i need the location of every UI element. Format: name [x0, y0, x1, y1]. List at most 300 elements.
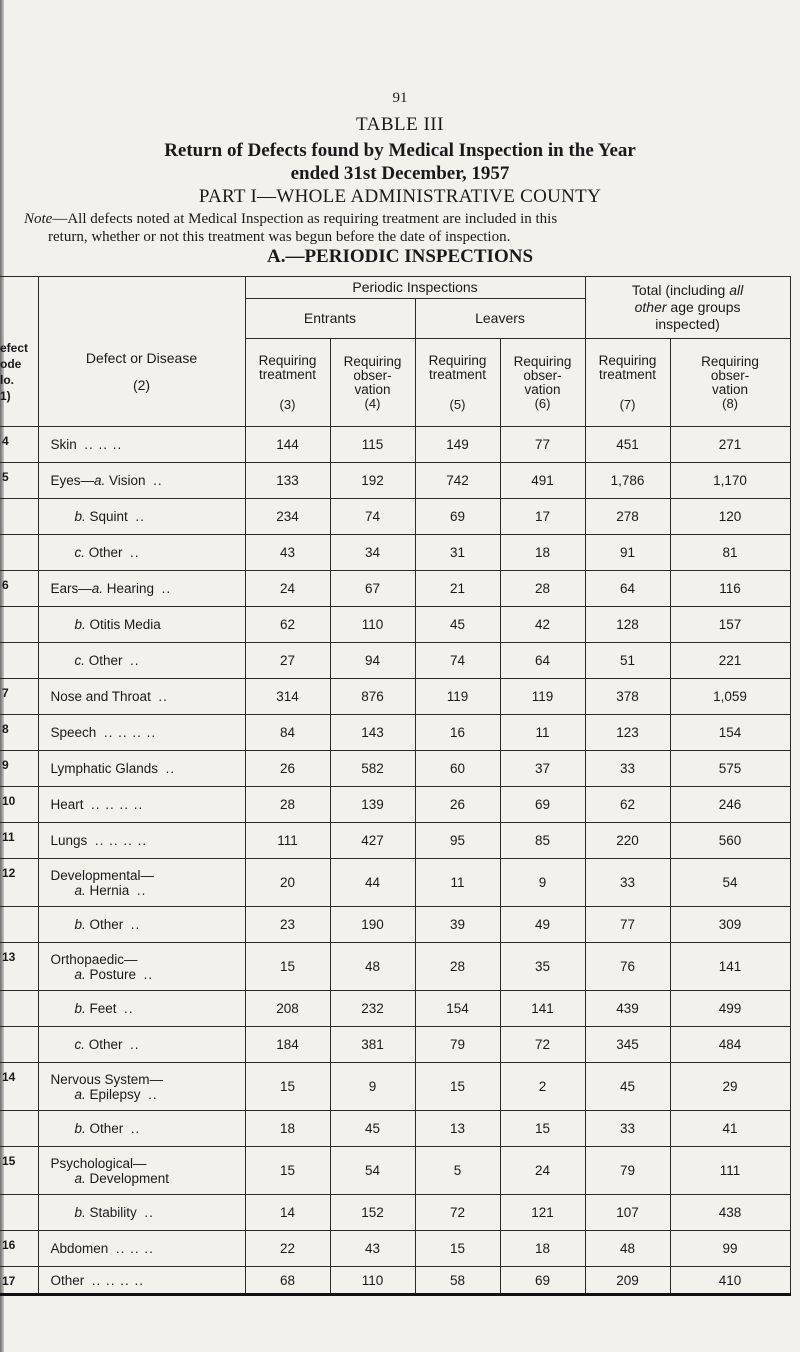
title-line-2: ended 31st December, 1957	[290, 163, 510, 184]
header-col-3	[245, 339, 330, 427]
cell-col-3: 15	[245, 1147, 330, 1195]
cell-col-8: 560	[670, 823, 790, 859]
cell-col-7: 33	[585, 751, 670, 787]
cell-col-6: 491	[500, 463, 585, 499]
row-defect	[38, 607, 245, 643]
defect-subitem	[51, 1121, 245, 1136]
defect-letter: c.	[74, 1037, 86, 1052]
cell-col-5: 15	[415, 1231, 500, 1267]
header-col-5-l1: Requiring	[428, 352, 487, 368]
header-total-part-5: inspected)	[655, 316, 720, 332]
cell-col-7: 278	[585, 499, 670, 535]
defect-subitem	[51, 917, 245, 932]
defect-letter: a.	[74, 966, 86, 982]
cell-col-3: 314	[245, 679, 330, 715]
row-code	[0, 1027, 38, 1063]
header-col-5	[415, 339, 500, 427]
cell-col-5: 69	[415, 499, 500, 535]
header-col-4-l3: vation	[354, 381, 391, 397]
cell-col-6: 17	[500, 499, 585, 535]
cell-col-8: 81	[670, 535, 790, 571]
defect-subitem-label: Otitis Media	[85, 617, 161, 632]
header-code-col	[0, 277, 38, 427]
cell-col-4: 94	[330, 643, 415, 679]
defect-subitem	[51, 653, 245, 668]
defect-subitem-label: Other	[85, 545, 123, 560]
header-total-part-1: Total (including	[631, 282, 730, 298]
defect-label: Psychological—	[50, 1155, 147, 1171]
defects-table-wrapper	[0, 276, 790, 1296]
defect-label: Developmental—	[50, 867, 155, 883]
cell-col-4: 110	[330, 1267, 415, 1295]
cell-col-7: 1,786	[585, 463, 670, 499]
defect-label: Nose and Throat	[50, 689, 151, 704]
note	[24, 210, 794, 246]
header-col-8	[670, 339, 790, 427]
cell-col-4: 139	[330, 787, 415, 823]
cell-col-7: 451	[585, 427, 670, 463]
row-code: 9	[0, 751, 38, 787]
cell-col-3: 23	[245, 907, 330, 943]
defect-subitem-label: Other	[85, 917, 124, 932]
note-line-1	[24, 210, 794, 228]
table-row	[0, 1063, 790, 1111]
defect-letter: b.	[74, 1001, 86, 1016]
row-code: 5	[0, 463, 38, 499]
cell-col-6: 35	[500, 943, 585, 991]
cell-col-7: 220	[585, 823, 670, 859]
row-code: 15	[0, 1147, 38, 1195]
cell-col-4: 48	[330, 943, 415, 991]
defect-leader-dots: ..	[143, 966, 154, 982]
cell-col-6: 121	[500, 1195, 585, 1231]
header-total	[585, 277, 790, 339]
header-col-8-l3: vation	[712, 381, 749, 397]
header-code-line-1: efect	[0, 340, 29, 355]
cell-col-5: 5	[415, 1147, 500, 1195]
cell-col-7: 33	[585, 859, 670, 907]
cell-col-8: 54	[670, 859, 790, 907]
header-total-part-4: age groups	[666, 299, 741, 315]
cell-col-4: 232	[330, 991, 415, 1027]
defect-label: Skin	[50, 437, 77, 452]
defect-leader-dots: ..	[153, 473, 163, 488]
defects-table	[0, 276, 791, 1296]
row-code	[0, 643, 38, 679]
row-defect	[38, 571, 245, 607]
defect-subitem	[51, 1037, 245, 1052]
defect-leader-dots: ..	[130, 653, 140, 668]
row-code	[0, 499, 38, 535]
table-row	[0, 1195, 790, 1231]
cell-col-5: 13	[415, 1111, 500, 1147]
header-code-line-3: lo.	[0, 372, 14, 387]
defect-subitem	[51, 1001, 245, 1016]
cell-col-8: 116	[670, 571, 790, 607]
defect-letter: c.	[74, 653, 86, 668]
header-col-7-l2: treatment	[599, 366, 657, 382]
cell-col-5: 39	[415, 907, 500, 943]
cell-col-3: 27	[245, 643, 330, 679]
row-defect	[38, 1111, 245, 1147]
header-col-6-l1: Requiring	[513, 353, 572, 369]
cell-col-6: 15	[500, 1111, 585, 1147]
defect-subitem-label: Development	[85, 1170, 170, 1186]
row-defect	[38, 499, 245, 535]
cell-col-5: 21	[415, 571, 500, 607]
row-code: 8	[0, 715, 38, 751]
cell-col-5: 60	[415, 751, 500, 787]
cell-col-7: 439	[585, 991, 670, 1027]
defect-leader-dots: ..	[130, 1121, 141, 1136]
cell-col-8: 99	[670, 1231, 790, 1267]
defect-subitem-label: Hearing	[103, 581, 155, 596]
row-code: 14	[0, 1063, 38, 1111]
cell-col-8: 141	[670, 943, 790, 991]
row-code: 16	[0, 1231, 38, 1267]
header-defect-label: Defect or Disease	[85, 349, 198, 366]
cell-col-5: 149	[415, 427, 500, 463]
defect-leader-dots: .. .. .. ..	[94, 833, 148, 848]
cell-col-3: 84	[245, 715, 330, 751]
defect-leader-dots: ..	[130, 545, 140, 560]
cell-col-7: 128	[585, 607, 670, 643]
table-row	[0, 607, 790, 643]
defect-letter: a.	[74, 1086, 86, 1102]
cell-col-4: 427	[330, 823, 415, 859]
cell-col-8: 157	[670, 607, 790, 643]
defect-label: Abdomen	[50, 1241, 109, 1256]
cell-col-6: 11	[500, 715, 585, 751]
row-code	[0, 607, 38, 643]
cell-col-5: 28	[415, 943, 500, 991]
table-row	[0, 499, 790, 535]
defect-subitem	[51, 1171, 245, 1186]
cell-col-8: 575	[670, 751, 790, 787]
row-defect	[38, 427, 245, 463]
row-defect	[38, 643, 245, 679]
section-title: A.—PERIODIC INSPECTIONS	[266, 246, 534, 267]
header-col-8-no: (8)	[722, 395, 738, 411]
header-col-5-l2: treatment	[428, 366, 487, 382]
cell-col-6: 85	[500, 823, 585, 859]
defect-leader-dots: ..	[165, 761, 176, 776]
note-text-1: —All defects noted at Medical Inspection as requiring treatment are included in this	[52, 211, 558, 227]
cell-col-6: 18	[500, 1231, 585, 1267]
cell-col-7: 91	[585, 535, 670, 571]
table-row	[0, 751, 790, 787]
cell-col-5: 95	[415, 823, 500, 859]
header-col-6	[500, 339, 585, 427]
cell-col-7: 345	[585, 1027, 670, 1063]
table-row	[0, 1267, 790, 1295]
header-col-4-no: (4)	[364, 395, 381, 411]
cell-col-8: 120	[670, 499, 790, 535]
defect-leader-dots: ..	[135, 509, 145, 524]
defect-label: Speech	[50, 725, 97, 740]
cell-col-6: 141	[500, 991, 585, 1027]
cell-col-3: 22	[245, 1231, 330, 1267]
header-col-6-l2: obser-	[523, 367, 562, 383]
defect-leader-dots: ..	[130, 917, 141, 932]
cell-col-4: 9	[330, 1063, 415, 1111]
row-code: 6	[0, 571, 38, 607]
cell-col-3: 184	[245, 1027, 330, 1063]
table-title: TABLE III	[356, 114, 444, 135]
table-row	[0, 1147, 790, 1195]
defect-letter: b.	[74, 917, 86, 932]
defect-leader-dots: ..	[124, 1001, 134, 1016]
header-entrants: Entrants	[245, 299, 415, 339]
row-code: 12	[0, 859, 38, 907]
defect-heading	[51, 868, 245, 883]
cell-col-8: 29	[670, 1063, 790, 1111]
row-code	[0, 1111, 38, 1147]
row-code: 11	[0, 823, 38, 859]
defect-label: Other	[50, 1272, 85, 1288]
cell-col-4: 74	[330, 499, 415, 535]
table-row	[0, 715, 790, 751]
cell-col-3: 208	[245, 991, 330, 1027]
header-col-6-no: (6)	[534, 395, 551, 411]
defect-subitem-label: Stability	[85, 1205, 137, 1220]
cell-col-8: 1,059	[670, 679, 790, 715]
defect-subitem	[51, 1087, 245, 1102]
row-code	[0, 991, 38, 1027]
cell-col-7: 51	[585, 643, 670, 679]
cell-col-4: 43	[330, 1231, 415, 1267]
cell-col-8: 246	[670, 787, 790, 823]
cell-col-3: 133	[245, 463, 330, 499]
cell-col-8: 41	[670, 1111, 790, 1147]
cell-col-4: 143	[330, 715, 415, 751]
defect-leader-dots: .. .. .. ..	[91, 1272, 145, 1288]
row-code	[0, 535, 38, 571]
defect-letter: c.	[74, 545, 86, 560]
header-col-4	[330, 339, 415, 427]
header-col-3-no: (3)	[279, 396, 296, 412]
cell-col-3: 15	[245, 1063, 330, 1111]
cell-col-7: 45	[585, 1063, 670, 1111]
cell-col-3: 234	[245, 499, 330, 535]
header-col-7-l1: Requiring	[598, 352, 657, 368]
cell-col-4: 34	[330, 535, 415, 571]
cell-col-3: 20	[245, 859, 330, 907]
row-defect	[38, 1063, 245, 1111]
title-line-1: Return of Defects found by Medical Inspection in the Year	[164, 140, 636, 161]
row-code	[0, 907, 38, 943]
header-col-8-l1: Requiring	[701, 353, 759, 369]
defect-heading	[51, 952, 245, 967]
defect-leader-dots: ..	[158, 689, 168, 704]
header-total-part-3: other	[634, 299, 667, 315]
cell-col-6: 9	[500, 859, 585, 907]
cell-col-6: 24	[500, 1147, 585, 1195]
defect-subitem-label: Other	[85, 653, 123, 668]
cell-col-5: 16	[415, 715, 500, 751]
header-code-text	[0, 300, 38, 404]
cell-col-6: 69	[500, 787, 585, 823]
cell-col-8: 271	[670, 427, 790, 463]
cell-col-7: 79	[585, 1147, 670, 1195]
page-number: 91	[392, 90, 408, 106]
cell-col-8: 221	[670, 643, 790, 679]
defect-letter: b.	[74, 509, 86, 524]
row-code: 17	[0, 1267, 38, 1295]
header-total-part-2: all	[729, 282, 744, 298]
cell-col-7: 378	[585, 679, 670, 715]
cell-col-5: 26	[415, 787, 500, 823]
defect-subitem	[51, 967, 245, 982]
cell-col-6: 119	[500, 679, 585, 715]
cell-col-7: 64	[585, 571, 670, 607]
header-code-line-4: 1)	[0, 388, 11, 403]
row-code: 13	[0, 943, 38, 991]
header-col-7-no: (7)	[619, 396, 636, 412]
table-row	[0, 643, 790, 679]
cell-col-7: 48	[585, 1231, 670, 1267]
defect-subitem-label: Feet	[85, 1001, 117, 1016]
defect-letter: a.	[74, 882, 86, 898]
header-col-4-l2: obser-	[353, 367, 392, 383]
defect-letter: b.	[74, 1205, 86, 1220]
table-row	[0, 463, 790, 499]
defect-label: Eyes—	[50, 473, 95, 488]
cell-col-6: 28	[500, 571, 585, 607]
table-row	[0, 1111, 790, 1147]
cell-col-8: 499	[670, 991, 790, 1027]
defect-subitem	[51, 509, 245, 524]
cell-col-4: 67	[330, 571, 415, 607]
cell-col-8: 438	[670, 1195, 790, 1231]
cell-col-4: 44	[330, 859, 415, 907]
cell-col-7: 62	[585, 787, 670, 823]
table-row	[0, 571, 790, 607]
defect-subitem-label: Other	[85, 1037, 123, 1052]
row-defect	[38, 991, 245, 1027]
cell-col-3: 62	[245, 607, 330, 643]
header-leavers: Leavers	[415, 299, 585, 339]
table-row	[0, 859, 790, 907]
cell-col-8: 154	[670, 715, 790, 751]
header-col-7	[585, 339, 670, 427]
row-defect	[38, 1267, 245, 1295]
defect-letter: a.	[94, 473, 106, 488]
cell-col-5: 72	[415, 1195, 500, 1231]
table-row	[0, 1027, 790, 1063]
cell-col-3: 68	[245, 1267, 330, 1295]
cell-col-4: 876	[330, 679, 415, 715]
defect-leader-dots: .. .. ..	[84, 437, 123, 452]
defect-subitem	[51, 617, 245, 632]
table-row	[0, 535, 790, 571]
defect-label: Lymphatic Glands	[50, 761, 159, 776]
cell-col-5: 58	[415, 1267, 500, 1295]
cell-col-6: 18	[500, 535, 585, 571]
defect-leader-dots: ..	[136, 882, 147, 898]
defect-label: Ears—	[50, 581, 92, 596]
defect-subitem-label: Hernia	[85, 882, 130, 898]
header-col-3-l2: treatment	[258, 366, 317, 382]
cell-col-6: 42	[500, 607, 585, 643]
cell-col-8: 484	[670, 1027, 790, 1063]
defect-label: Orthopaedic—	[50, 951, 138, 967]
cell-col-3: 14	[245, 1195, 330, 1231]
cell-col-7: 76	[585, 943, 670, 991]
defect-subitem-label: Posture	[85, 966, 137, 982]
defect-letter: b.	[74, 1121, 86, 1136]
cell-col-8: 309	[670, 907, 790, 943]
row-defect	[38, 751, 245, 787]
cell-col-5: 11	[415, 859, 500, 907]
cell-col-6: 49	[500, 907, 585, 943]
row-defect	[38, 1195, 245, 1231]
row-defect	[38, 1231, 245, 1267]
defect-leader-dots: ..	[144, 1205, 154, 1220]
cell-col-4: 45	[330, 1111, 415, 1147]
defect-leader-dots: .. .. ..	[115, 1241, 154, 1256]
defect-leader-dots: ..	[130, 1037, 140, 1052]
defect-subitem	[51, 883, 245, 898]
cell-col-6: 37	[500, 751, 585, 787]
row-defect	[38, 907, 245, 943]
row-code: 7	[0, 679, 38, 715]
cell-col-3: 26	[245, 751, 330, 787]
defect-letter: a.	[91, 581, 104, 596]
cell-col-7: 33	[585, 1111, 670, 1147]
defect-label: Nervous System—	[50, 1071, 164, 1087]
header-col-6-l3: vation	[524, 381, 561, 397]
cell-col-5: 742	[415, 463, 500, 499]
cell-col-3: 15	[245, 943, 330, 991]
cell-col-7: 123	[585, 715, 670, 751]
row-defect	[38, 535, 245, 571]
cell-col-8: 1,170	[670, 463, 790, 499]
table-row	[0, 1231, 790, 1267]
defect-subitem-label: Other	[85, 1121, 124, 1136]
table-row	[0, 679, 790, 715]
header-periodic-inspections: Periodic Inspections	[245, 277, 585, 299]
header-col-5-no: (5)	[449, 396, 466, 412]
defects-table-body	[0, 427, 790, 1295]
defect-leader-dots: ..	[148, 1086, 158, 1102]
cell-col-3: 111	[245, 823, 330, 859]
cell-col-6: 64	[500, 643, 585, 679]
table-row	[0, 787, 790, 823]
note-lead: Note	[24, 211, 53, 227]
table-row	[0, 943, 790, 991]
cell-col-3: 43	[245, 535, 330, 571]
note-line-2: return, whether or not this treatment was begun before the date of inspection.	[48, 229, 511, 245]
cell-col-4: 381	[330, 1027, 415, 1063]
cell-col-5: 79	[415, 1027, 500, 1063]
defect-subitem-label: Squint	[85, 509, 128, 524]
cell-col-4: 110	[330, 607, 415, 643]
cell-col-5: 119	[415, 679, 500, 715]
cell-col-5: 31	[415, 535, 500, 571]
defect-label: Lungs	[50, 833, 88, 848]
table-row	[0, 991, 790, 1027]
cell-col-6: 69	[500, 1267, 585, 1295]
cell-col-3: 144	[245, 427, 330, 463]
cell-col-4: 192	[330, 463, 415, 499]
table-row	[0, 823, 790, 859]
cell-col-3: 18	[245, 1111, 330, 1147]
part-title: PART I—WHOLE ADMINISTRATIVE COUNTY	[198, 186, 602, 207]
defect-leader-dots: .. .. .. ..	[103, 725, 157, 740]
table-row	[0, 907, 790, 943]
defect-label: Heart	[50, 797, 84, 812]
